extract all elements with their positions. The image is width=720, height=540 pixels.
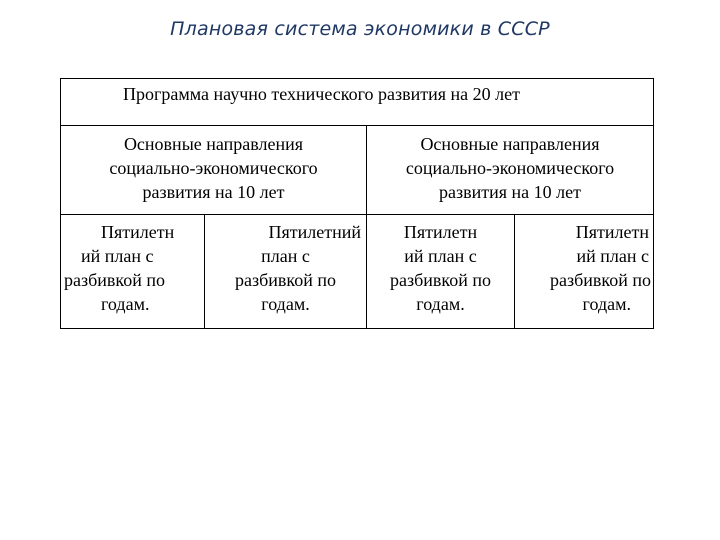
plan-3-line-4: годам. <box>416 294 465 314</box>
plan-1-line-4: годам. <box>101 294 150 314</box>
plan-1-line-3: разбивкой по <box>64 270 165 290</box>
plan-1-line-2: ий план с <box>81 246 154 266</box>
plan-3-line-1: Пятилетн <box>403 222 478 242</box>
plan-cell-4 <box>515 215 653 328</box>
plan-4-line-2: ий план с <box>576 246 649 266</box>
page-title: Плановая система экономики в СССР <box>170 18 550 40</box>
five-year-plans-row <box>61 215 653 328</box>
direction-2-line-2: социально-экономического <box>405 158 615 178</box>
plan-cell-2 <box>205 215 367 328</box>
plan-1-line-1: Пятилетн <box>101 222 175 242</box>
program-label: Программа научно технического развития на 20 лет <box>123 84 521 104</box>
direction-cell-2 <box>367 126 653 214</box>
plan-2-line-4: годам. <box>261 294 310 314</box>
plan-4-line-3: разбивкой по <box>550 270 651 290</box>
plan-cell-1 <box>61 215 205 328</box>
direction-1-line-2: социально-экономического <box>109 158 318 178</box>
direction-2-line-1: Основные направления <box>420 134 600 154</box>
plan-3-line-2: ий план с <box>404 246 477 266</box>
plan-2-line-3: разбивкой по <box>235 270 336 290</box>
planning-hierarchy-table <box>60 78 654 329</box>
plan-3-line-3: разбивкой по <box>390 270 491 290</box>
program-row <box>61 79 653 126</box>
program-cell <box>61 79 653 125</box>
plan-cell-3 <box>367 215 515 328</box>
plan-4-line-1: Пятилетн <box>575 222 649 242</box>
direction-1-line-3: развития на 10 лет <box>142 182 285 202</box>
plan-2-line-2: план с <box>261 246 310 266</box>
directions-row <box>61 126 653 215</box>
plan-4-line-4: годам. <box>582 294 631 314</box>
direction-1-line-1: Основные направления <box>123 134 304 154</box>
direction-cell-1 <box>61 126 367 214</box>
plan-2-line-1: Пятилетний <box>268 222 361 242</box>
direction-2-line-3: развития на 10 лет <box>439 182 581 202</box>
